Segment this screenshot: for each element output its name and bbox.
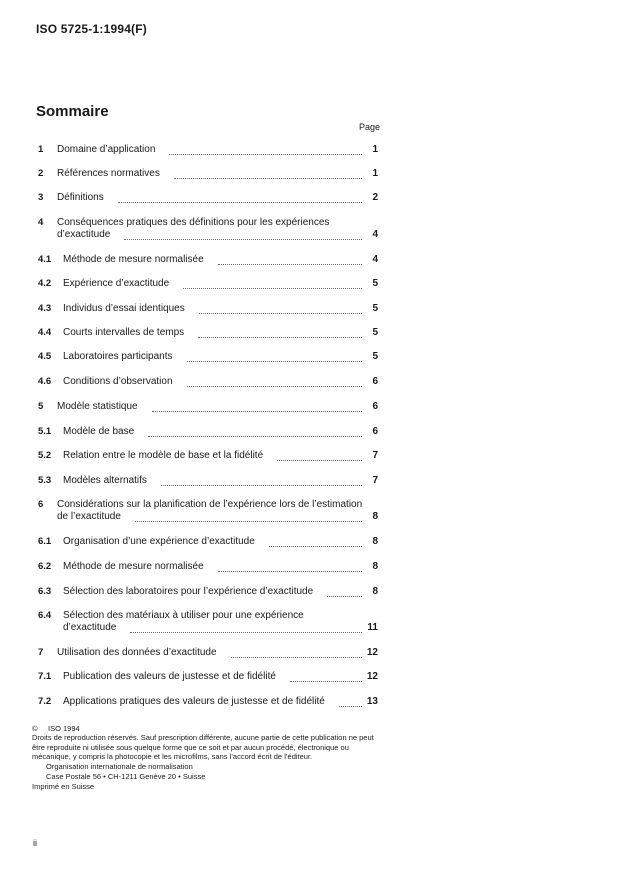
toc-entry[interactable] — [0, 376, 623, 390]
copyright-symbol: © — [32, 724, 38, 733]
toc-entry-page: 6 — [372, 376, 378, 387]
toc-entry[interactable] — [0, 192, 623, 206]
toc-entry-page: 4 — [372, 254, 378, 265]
toc-entry-page: 13 — [366, 696, 378, 707]
toc-entry[interactable] — [0, 586, 623, 600]
toc-entry-number: 6.2 — [38, 561, 52, 572]
toc-entry-number: 6.3 — [38, 586, 52, 597]
toc-entry-page: 8 — [372, 561, 378, 572]
toc-leader-dots — [187, 360, 362, 362]
page-title: Sommaire — [36, 103, 109, 120]
toc-entry-page: 5 — [372, 303, 378, 314]
printed-in: Imprimé en Suisse — [32, 781, 95, 791]
toc-entry-title: Modèle de base — [63, 426, 135, 437]
toc-entry-number: 5.1 — [38, 426, 52, 437]
toc-entry-page: 5 — [372, 351, 378, 362]
toc-entry-number: 3 — [38, 192, 44, 203]
toc-entry[interactable] — [0, 647, 623, 661]
toc-entry[interactable] — [0, 610, 623, 636]
toc-entry[interactable] — [0, 499, 623, 525]
toc-entry-number: 4.5 — [38, 351, 52, 362]
toc-leader-dots — [187, 385, 362, 387]
toc-entry-page: 2 — [372, 192, 378, 203]
toc-entry-number: 4.1 — [38, 254, 52, 265]
toc-entry[interactable] — [0, 327, 623, 341]
toc-entry-title: Utilisation des données d’exactitude — [57, 647, 217, 658]
toc-entry-page: 1 — [372, 144, 378, 155]
toc-leader-dots — [218, 263, 362, 265]
toc-leader-dots — [169, 153, 362, 155]
toc-entry-number: 4.6 — [38, 376, 52, 387]
toc-entry-title: Courts intervalles de temps — [63, 327, 185, 338]
toc-leader-dots — [152, 410, 362, 412]
toc-entry-page: 6 — [372, 401, 378, 412]
publisher-address: Case Postale 56 • CH-1211 Genève 20 • Suisse — [46, 772, 206, 782]
toc-entry-number: 5.2 — [38, 450, 52, 461]
toc-entry-number: 6.1 — [38, 536, 52, 547]
toc-entry-page: 5 — [372, 278, 378, 289]
toc-entry[interactable] — [0, 426, 623, 440]
toc-entry-number: 4.2 — [38, 278, 52, 289]
toc-entry-page: 1 — [372, 168, 378, 179]
toc-entry-title: Méthode de mesure normalisée — [63, 561, 204, 572]
toc-entry-page: 12 — [366, 671, 378, 682]
toc-entry-number: 7.1 — [38, 671, 52, 682]
toc-entry-number: 1 — [38, 144, 44, 155]
toc-entry-title: Définitions — [57, 192, 104, 203]
toc-entry-title: Laboratoires participants — [63, 351, 173, 362]
toc-entry-title: Sélection des laboratoires pour l’expérience d’exactitude — [63, 586, 314, 597]
toc-entry[interactable] — [0, 303, 623, 317]
document-id-header: ISO 5725-1:1994(F) — [36, 22, 147, 36]
toc-entry-title: Publication des valeurs de justesse et de fidélité — [63, 671, 276, 682]
toc-leader-dots — [231, 656, 362, 658]
toc-entry-number: 7 — [38, 647, 44, 658]
toc-entry-page: 5 — [372, 327, 378, 338]
toc-entry[interactable] — [0, 144, 623, 158]
toc-entry-number: 5.3 — [38, 475, 52, 486]
copyright-line — [32, 724, 384, 733]
toc-entry-title: Domaine d’application — [57, 144, 156, 155]
toc-entry-title: Applications pratiques des valeurs de justesse et de fidélité — [63, 696, 325, 707]
toc-entry[interactable] — [0, 671, 623, 685]
toc-entry-page: 7 — [372, 450, 378, 461]
copyright-block — [32, 724, 384, 791]
toc-leader-dots — [218, 570, 362, 572]
toc-leader-dots — [199, 312, 362, 314]
toc-entry-page: 7 — [372, 475, 378, 486]
toc-entry-title: Méthode de mesure normalisée — [63, 254, 204, 265]
toc-entry[interactable] — [0, 351, 623, 365]
toc-entry-page: 12 — [366, 647, 378, 658]
toc-entry-number: 4.3 — [38, 303, 52, 314]
toc-entry-number: 4.4 — [38, 327, 52, 338]
toc-entry[interactable] — [0, 561, 623, 575]
copyright-notice: ISO 1994 — [48, 724, 80, 733]
toc-entry[interactable] — [0, 536, 623, 550]
toc-entry-title: Références normatives — [57, 168, 160, 179]
toc-entry[interactable] — [0, 475, 623, 489]
toc-entry-page: 8 — [372, 536, 378, 547]
toc-entry[interactable] — [0, 696, 623, 710]
toc-entry-title: Sélection des matériaux à utiliser pour une expérience — [63, 610, 304, 621]
rights-statement: Droits de reproduction réservés. Sauf prescription différente, aucune partie de cette publication ne peut être reproduite ni utilisée sous quelque forme que ce soit et par aucun procédé, électronique ou mécanique, y compris la photocopie et les microfilms, sans l’accord écrit de l’éditeur. — [32, 733, 374, 761]
toc-leader-dots — [124, 238, 362, 240]
toc-leader-dots — [269, 545, 362, 547]
toc-entry-title: Modèle statistique — [57, 401, 138, 412]
toc-entry-number: 7.2 — [38, 696, 52, 707]
page-column-label: Page — [359, 122, 381, 132]
toc-entry-title: Relation entre le modèle de base et la fidélité — [63, 450, 264, 461]
publisher-name: Organisation internationale de normalisation — [46, 762, 193, 772]
toc-leader-dots — [339, 705, 362, 707]
toc-leader-dots — [277, 459, 362, 461]
toc-entry-number: 6.4 — [38, 610, 52, 621]
toc-entry-title: Considérations sur la planification de l’expérience lors de l’estimation — [57, 499, 363, 510]
toc-entry-page: 4 — [372, 229, 378, 240]
toc-entry-number: 5 — [38, 401, 44, 412]
toc-entry-title-continuation: d’exactitude — [63, 622, 117, 633]
toc-entry-title: Conséquences pratiques des définitions pour les expériences — [57, 217, 330, 228]
toc-entry-title: Modèles alternatifs — [63, 475, 147, 486]
toc-entry-title: Organisation d’une expérience d’exactitude — [63, 536, 255, 547]
toc-entry-page: 6 — [372, 426, 378, 437]
toc-entry[interactable] — [0, 168, 623, 182]
toc-entry-title: Expérience d’exactitude — [63, 278, 170, 289]
toc-entry-page: 11 — [367, 622, 378, 633]
toc-entry-number: 4 — [38, 217, 44, 228]
toc-leader-dots — [135, 520, 362, 522]
toc-entry[interactable] — [0, 278, 623, 292]
toc-entry[interactable] — [0, 217, 623, 243]
toc-leader-dots — [198, 336, 362, 338]
toc-entry-number: 2 — [38, 168, 44, 179]
toc-entry-number: 6 — [38, 499, 44, 510]
toc-entry-title-continuation: d’exactitude — [57, 229, 111, 240]
toc-entry-title: Individus d’essai identiques — [63, 303, 185, 314]
toc-entry-title: Conditions d’observation — [63, 376, 173, 387]
toc-entry[interactable] — [0, 254, 623, 268]
toc-entry[interactable] — [0, 401, 623, 415]
page-folio: ii — [33, 838, 37, 848]
toc-leader-dots — [161, 484, 362, 486]
toc-entry-title-continuation: de l’exactitude — [57, 511, 121, 522]
toc-leader-dots — [118, 201, 362, 203]
toc-leader-dots — [183, 287, 362, 289]
toc-entry[interactable] — [0, 450, 623, 464]
toc-leader-dots — [130, 631, 362, 633]
toc-leader-dots — [174, 177, 362, 179]
toc-leader-dots — [327, 595, 362, 597]
toc-entry-page: 8 — [372, 511, 378, 522]
toc-leader-dots — [290, 680, 362, 682]
toc-leader-dots — [148, 435, 362, 437]
toc-entry-page: 8 — [372, 586, 378, 597]
